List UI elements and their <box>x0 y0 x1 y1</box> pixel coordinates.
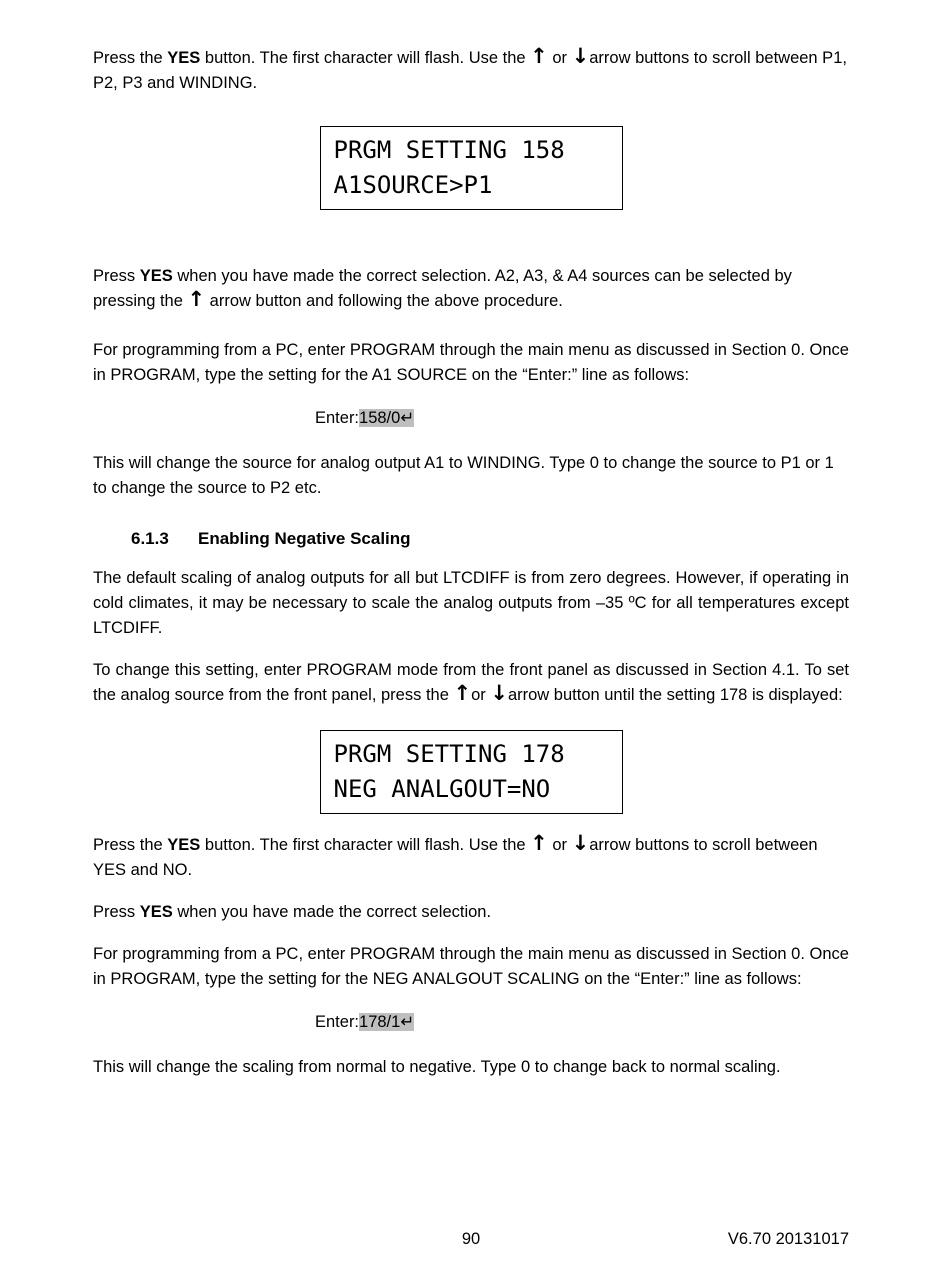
paragraph-change-setting-178 <box>93 658 849 708</box>
lcd-display-setting-158 <box>320 126 623 210</box>
text-segment: Press <box>93 903 140 921</box>
paragraph-source-change-result <box>93 451 849 501</box>
text-segment: when you have made the correct selection. <box>172 903 492 921</box>
lcd-display-setting-178 <box>320 730 623 814</box>
paragraph-press-yes-selection-2 <box>93 900 849 925</box>
text-segment: button. The first character will flash. Use the <box>200 836 531 854</box>
section-number: 6.1.3 <box>131 529 169 548</box>
up-arrow-icon: ↑ <box>530 831 548 855</box>
yes-button-label: YES <box>139 903 173 921</box>
up-arrow-icon: ↑ <box>453 681 472 705</box>
section-heading <box>131 526 849 551</box>
text-segment: or <box>547 49 572 67</box>
text-segment: arrow buttons to scroll between P1, P2, P3 and WINDING. <box>93 49 847 92</box>
text-segment: arrow button and following the above procedure. <box>205 292 563 310</box>
command-value: 158/0 <box>359 409 401 427</box>
up-arrow-icon: ↑ <box>530 44 548 68</box>
lcd-line-1: PRGM SETTING 158 <box>333 136 565 164</box>
lcd-line-1: PRGM SETTING 178 <box>333 740 565 768</box>
paragraph-default-scaling <box>93 566 849 641</box>
enter-label: Enter: <box>315 409 360 427</box>
section-title: Enabling Negative Scaling <box>198 529 411 548</box>
text-segment: This will change the scaling from normal to negative. Type 0 to change back to normal scaling. <box>93 1058 781 1076</box>
text-segment: or <box>471 686 491 704</box>
yes-button-label: YES <box>167 49 201 67</box>
lcd-line-2: A1SOURCE>P1 <box>333 171 493 199</box>
return-key-icon: ↵ <box>400 1012 415 1031</box>
yes-button-label: YES <box>167 836 201 854</box>
text-segment: The default scaling of analog outputs for all but LTCDIFF is from zero degrees. However, if operating in cold climates, it may be necessary to scale the analog outputs from –35 ºC for all temperatures except LTCDIFF. <box>93 569 849 637</box>
down-arrow-icon: ↓ <box>490 681 508 705</box>
text-segment: Press the <box>93 49 168 67</box>
paragraph-press-yes-flash-2 <box>93 833 849 883</box>
version-label: V6.70 20131017 <box>727 1230 849 1248</box>
yes-button-label: YES <box>139 267 173 285</box>
paragraph-pc-programming-1 <box>93 338 849 388</box>
text-segment: arrow button until the setting 178 is displayed: <box>507 686 843 704</box>
command-highlight <box>359 1013 414 1031</box>
text-segment: button. The first character will flash. Use the <box>200 49 531 67</box>
up-arrow-icon: ↑ <box>187 287 206 311</box>
down-arrow-icon: ↓ <box>571 44 590 68</box>
text-segment: For programming from a PC, enter PROGRAM through the main menu as discussed in Section 0. Once in PROGRAM, type the setting for the A1 SOURCE on the “Enter:” line as follows: <box>93 341 849 384</box>
paragraph-press-yes-flash-1 <box>93 46 849 96</box>
text-segment: or <box>547 836 572 854</box>
page-number: 90 <box>461 1230 481 1248</box>
enter-label: Enter: <box>315 1013 360 1031</box>
text-segment: Press the <box>93 836 168 854</box>
text-segment: For programming from a PC, enter PROGRAM through the main menu as discussed in Section 0. Once in PROGRAM, type the setting for the NEG ANALGOUT SCALING on the “Enter:” line as follows: <box>93 945 849 988</box>
text-segment: when you have made the correct selection. A2, A3, & A4 sources can be selected by pressing the <box>93 267 792 310</box>
paragraph-scaling-change-result <box>93 1055 849 1080</box>
paragraph-press-yes-selection-1 <box>93 264 849 314</box>
text-segment: Press <box>93 267 140 285</box>
lcd-line-2: NEG ANALGOUT=NO <box>333 775 551 803</box>
text-segment: arrow buttons to scroll between YES and NO. <box>93 836 818 879</box>
enter-command-2 <box>93 1009 849 1035</box>
down-arrow-icon: ↓ <box>571 831 590 855</box>
command-value: 178/1 <box>359 1013 401 1031</box>
command-highlight <box>359 409 414 427</box>
text-segment: To change this setting, enter PROGRAM mode from the front panel as discussed in Section 4.1. To set the analog source from the front panel, press the <box>93 661 849 704</box>
return-key-icon: ↵ <box>400 408 415 427</box>
text-segment: This will change the source for analog output A1 to WINDING. Type 0 to change the source to P1 or 1 to change the source to P2 etc. <box>93 454 834 497</box>
enter-command-1 <box>93 405 849 431</box>
paragraph-pc-programming-2 <box>93 942 849 992</box>
page-footer <box>93 1227 849 1252</box>
